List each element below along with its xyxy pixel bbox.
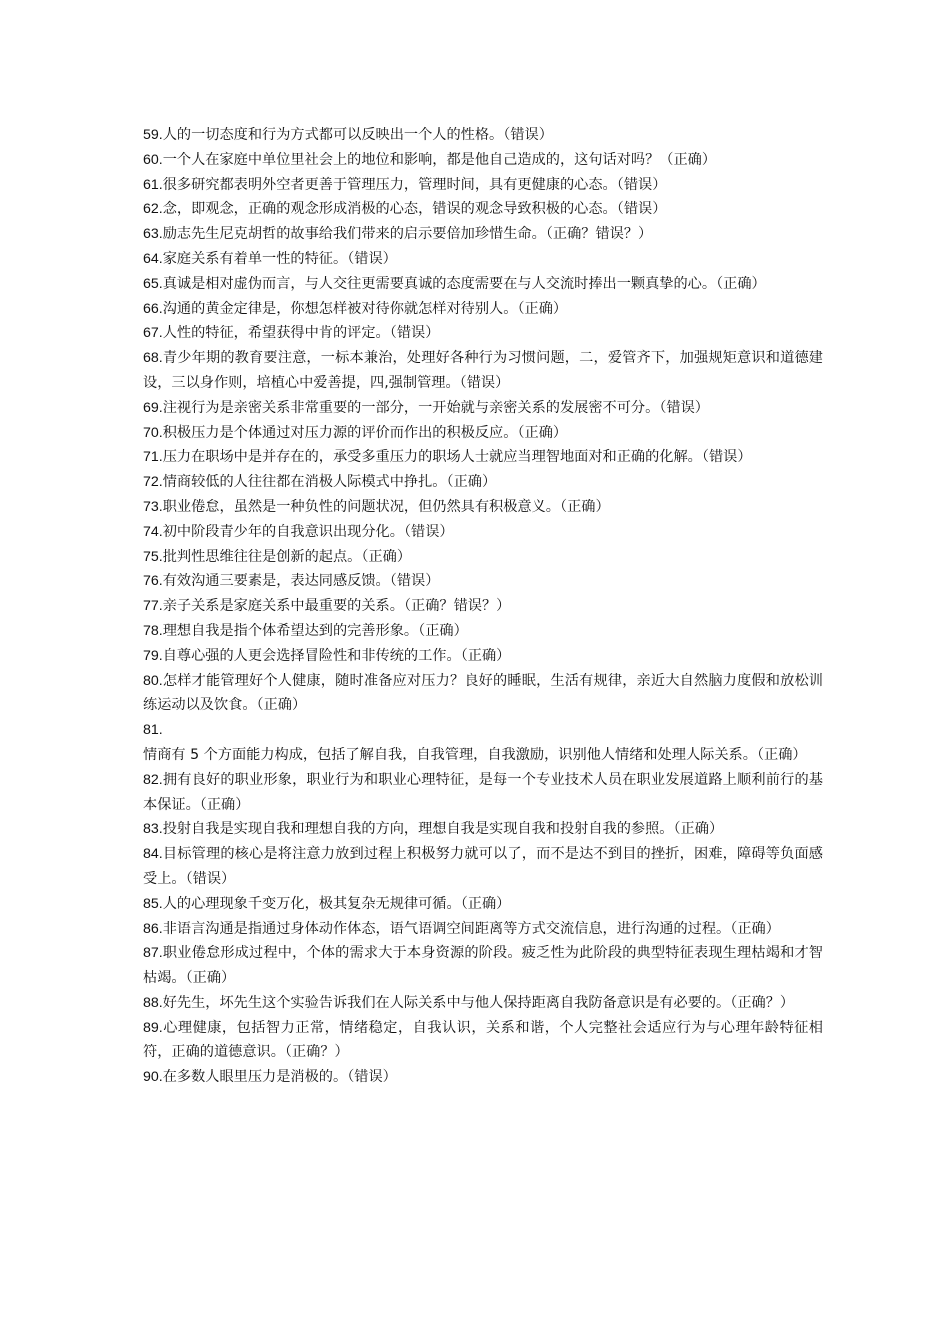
- question-number: 77.: [143, 598, 163, 615]
- question-text: 自尊心强的人更会选择冒险性和非传统的工作。（正确）: [162, 647, 511, 664]
- question-item: [143, 272, 823, 297]
- question-item: [143, 644, 823, 669]
- question-number: 63.: [143, 226, 163, 243]
- question-text: 注视行为是亲密关系非常重要的一部分，一开始就与亲密关系的发展密不可分。（错误）: [162, 399, 709, 416]
- question-number: 59.: [143, 127, 163, 143]
- question-text: 好先生，坏先生这个实验告诉我们在人际关系中与他人保持距离自我防备意识是有必要的。（正确？）: [162, 994, 795, 1011]
- question-number: 83.: [143, 821, 163, 838]
- question-text: 在多数人眼里压力是消极的。（错误）: [162, 1069, 397, 1086]
- question-item: [143, 569, 823, 594]
- question-number: 82.: [143, 771, 163, 788]
- question-text: 投射自我是实现自我和理想自我的方向，理想自我是实现自我和投射自我的参照。（正确）: [162, 821, 724, 838]
- question-text: 职业倦怠，虽然是一种负性的问题状况，但仍然具有积极意义。（正确）: [162, 498, 610, 515]
- question-text: 情商有 5 个方面能力构成，包括了解自我，自我管理，自我激励，识别他人情绪和处理人际关系。（正确）: [143, 746, 807, 763]
- question-item: [143, 297, 823, 322]
- question-number: 74.: [143, 523, 163, 540]
- question-item: [143, 495, 823, 520]
- question-item: [143, 321, 823, 346]
- question-number: 90.: [143, 1069, 163, 1086]
- question-item: [143, 817, 823, 842]
- question-number: 75.: [143, 548, 163, 565]
- question-number: 70.: [143, 424, 163, 441]
- question-item: [143, 669, 823, 719]
- question-text: 压力在职场中是并存在的，承受多重压力的职场人士就应当理智地面对和正确的化解。（错误）: [162, 449, 752, 466]
- question-text: 拥有良好的职业形象，职业行为和职业心理特征，是每一个专业技术人员在职业发展道路上顺利前行的基本保证。（正确）: [143, 771, 823, 813]
- question-text: 职业倦怠形成过程中，个体的需求大于本身资源的阶段。疲乏性为此阶段的典型特征表现生理枯竭和才智枯竭。（正确）: [143, 945, 823, 987]
- question-number: 60.: [143, 151, 163, 168]
- question-text: 人性的特征，希望获得中肯的评定。（错误）: [162, 325, 440, 342]
- question-item: [143, 842, 823, 892]
- question-number: 88.: [143, 994, 163, 1011]
- question-text: 真诚是相对虚伪而言，与人交往更需要真诚的态度需要在与人交流时捧出一颗真挚的心。（正确）: [162, 275, 766, 292]
- question-number: 89.: [143, 1019, 163, 1036]
- question-item: [143, 247, 823, 272]
- question-text: 沟通的黄金定律是，你想怎样被对待你就怎样对待别人。（正确）: [162, 300, 568, 317]
- question-text: 励志先生尼克胡哲的故事给我们带来的启示要倍加珍惜生命。（正确？错误？）: [162, 226, 653, 243]
- question-number: 79.: [143, 647, 163, 664]
- question-number: 81.: [143, 722, 163, 739]
- question-number: 73.: [143, 498, 163, 515]
- question-number: 85.: [143, 895, 163, 912]
- question-item: [143, 619, 823, 644]
- question-item: [143, 421, 823, 446]
- question-item: [143, 1065, 823, 1090]
- question-number: 61.: [143, 176, 163, 193]
- question-number: 69.: [143, 399, 163, 416]
- question-item: [143, 396, 823, 421]
- question-text: 人的心理现象千变万化，极其复杂无规律可循。（正确）: [162, 895, 511, 912]
- question-item: [143, 545, 823, 570]
- question-text: 理想自我是指个体希望达到的完善形象。（正确）: [162, 622, 468, 639]
- question-text: 批判性思维往往是创新的起点。（正确）: [162, 548, 412, 565]
- question-text: 积极压力是个体通过对压力源的评价而作出的积极反应。（正确）: [162, 424, 568, 441]
- question-item: [143, 1016, 823, 1066]
- question-item: [143, 197, 823, 222]
- question-number: 71.: [143, 449, 163, 466]
- question-text: 怎样才能管理好个人健康，随时准备应对压力？良好的睡眠，生活有规律，亲近大自然脑力度假和放松训练运动以及饮食。（正确）: [143, 672, 823, 714]
- question-text: 目标管理的核心是将注意力放到过程上积极努力就可以了，而不是达不到目的挫折，困难，障碍等负面感受上。（错误）: [143, 846, 823, 887]
- question-text: 很多研究都表明外空者更善于管理压力，管理时间，具有更健康的心态。（错误）: [162, 176, 667, 193]
- question-item: [143, 892, 823, 917]
- question-item: [143, 768, 823, 818]
- question-item: [143, 520, 823, 545]
- question-number: 78.: [143, 622, 163, 639]
- question-item: [143, 222, 823, 247]
- question-item: [143, 173, 823, 198]
- question-item: [143, 594, 823, 619]
- question-text: 一个人在家庭中单位里社会上的地位和影响，都是他自己造成的，这句话对吗？（正确）: [162, 151, 717, 168]
- question-number: 76.: [143, 573, 163, 590]
- question-text: 念，即观念，正确的观念形成消极的心态，错误的观念导致积极的心态。（错误）: [162, 201, 667, 218]
- question-number: 67.: [143, 325, 163, 342]
- question-text: 亲子关系是家庭关系中最重要的关系。（正确？错误？）: [162, 598, 511, 615]
- question-item: [143, 470, 823, 495]
- question-number: 64.: [143, 250, 163, 267]
- question-text: 非语言沟通是指通过身体动作体态，语气语调空间距离等方式交流信息，进行沟通的过程。（正确）: [162, 920, 780, 937]
- question-number: 68.: [143, 350, 163, 367]
- question-number: 72.: [143, 474, 163, 491]
- question-number: 66.: [143, 300, 163, 317]
- question-item: [143, 941, 823, 991]
- question-text: 情商较低的人往往都在消极人际模式中挣扎。（正确）: [162, 474, 497, 491]
- question-item: [143, 445, 823, 470]
- question-item: [143, 123, 823, 148]
- question-item: [143, 346, 823, 396]
- question-item: [143, 991, 823, 1016]
- question-number: 62.: [143, 201, 163, 218]
- question-number: 84.: [143, 846, 163, 863]
- question-text: 人的一切态度和行为方式都可以反映出一个人的性格。（错误）: [162, 127, 553, 143]
- question-text: 家庭关系有着单一性的特征。（错误）: [162, 250, 397, 267]
- question-number: 86.: [143, 920, 163, 937]
- question-number: 80.: [143, 672, 163, 689]
- question-text: 青少年期的教育要注意，一标本兼治，处理好各种行为习惯问题，二，爱管齐下，加强规矩意识和道德建设，三以身作则，培植心中爱善提，四,强制管理。（错误）: [143, 350, 823, 391]
- question-text: 有效沟通三要素是，表达同感反馈。（错误）: [162, 573, 440, 590]
- question-number: 65.: [143, 275, 163, 292]
- question-list: [143, 123, 823, 1090]
- question-text: 心理健康，包括智力正常，情绪稳定，自我认识，关系和谐，个人完整社会适应行为与心理年龄特征相符，正确的道德意识。（正确？）: [143, 1019, 823, 1061]
- question-item: [143, 917, 823, 942]
- question-item: [143, 148, 823, 173]
- question-item: [143, 718, 823, 768]
- question-number: 87.: [143, 945, 163, 962]
- question-text: 初中阶段青少年的自我意识出现分化。（错误）: [162, 523, 454, 540]
